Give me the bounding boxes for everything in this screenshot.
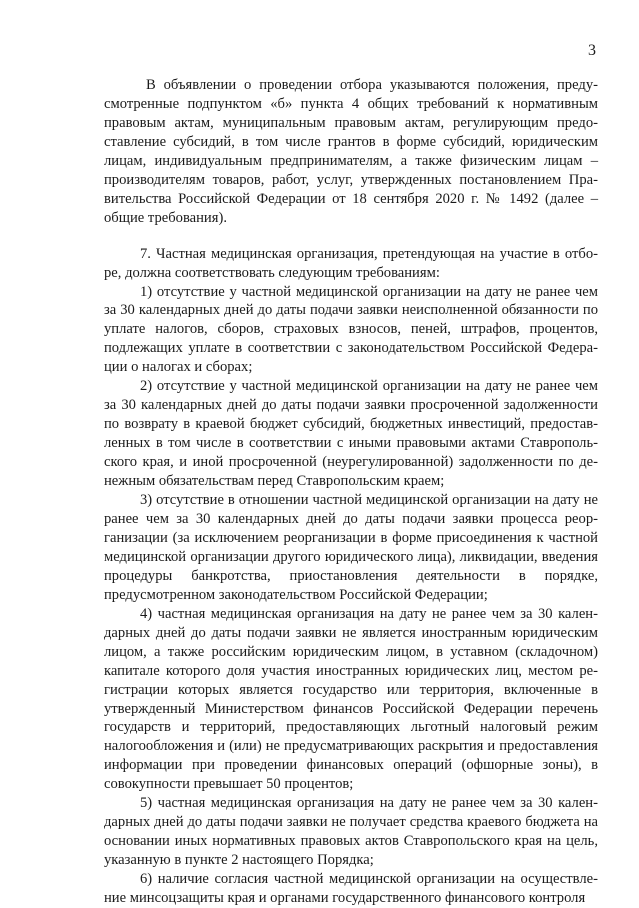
paragraph-subitem-1: 1) отсутствие у частной медицинской организации на дату не ранее чем за 30 календарных дней до даты подачи заявки неисполненной обязанности по уплате налогов, сборов, страховых взносов, пеней, штрафов, процентов, подлежащих уплате в соответствии с законодательством Российской Федерации о налогах и сборах; (104, 283, 598, 376)
paragraph-subitem-6: 6) наличие согласия частной медицинской организации на осуществление минсоцзащиты края и органами государственного финансового контроля (104, 871, 598, 907)
paragraph-announcement: В объявлении о проведении отбора указываются положения, предусмотренные подпунктом «б» пункта 4 общих требований к нормативным правовым актам, муниципальным правовым актам, регулирующим предоставление субсидий, в том числе грантов в форме субсидий, юридическим лицам, индивидуальным предпринимателям, а также физическим лицам – производителям товаров, работ, услуг, утвержденных постановлением Правительства Российской Федерации от 18 сентября 2020 г. № 1492 (далее – общие требования). (104, 77, 598, 226)
paragraph-item-7: 7. Частная медицинская организация, претендующая на участие в отборе, должна соответствовать следующим требованиям: (104, 245, 598, 281)
paragraph-subitem-2: 2) отсутствие у частной медицинской организации на дату не ранее чем за 30 календарных дней до даты подачи заявки просроченной задолженности по возврату в краевой бюджет субсидий, бюджетных инвестиций, предоставленных в том числе в соответствии с иными правовыми актами Ставропольского края, и иной просроченной (неурегулированной) задолженности по денежным обязательствам перед Ставропольским краем; (104, 378, 598, 490)
paragraph-subitem-4: 4) частная медицинская организация на дату не ранее чем за 30 календарных дней до даты подачи заявки не является иностранным юридическим лицом, а также российским юридическим лицом, в уставном (складочном) капитале которого доля участия иностранных юридических лиц, местом регистрации которых является государство или территория, включенные в утвержденный Министерством финансов Российской Федерации перечень государств и территорий, предоставляющих льготный налоговый режим налогообложения и (или) не предусматривающих раскрытия и предоставления информации при проведении финансовых операций (офшорные зоны), в совокупности превышает 50 процентов; (104, 605, 598, 793)
paragraph-subitem-3: 3) отсутствие в отношении частной медицинской организации на дату не ранее чем за 30 календарных дней до даты подачи заявки процесса реорганизации (за исключением реорганизации в форме присоединения к частной медицинской организации другого юридического лица), ликвидации, введения процедуры банкротства, приостановления деятельности в порядке, предусмотренном законодательством Российской Федерации; (104, 492, 598, 603)
page-number: 3 (588, 42, 596, 59)
paragraph-subitem-5: 5) частная медицинская организация на дату не ранее чем за 30 календарных дней до даты подачи заявки не получает средства краевого бюджета на основании иных нормативных правовых актов Ставропольского края на цель, указанную в пункте 2 настоящего Порядка; (104, 795, 598, 869)
document-body (104, 76, 598, 908)
section-gap (104, 228, 598, 245)
